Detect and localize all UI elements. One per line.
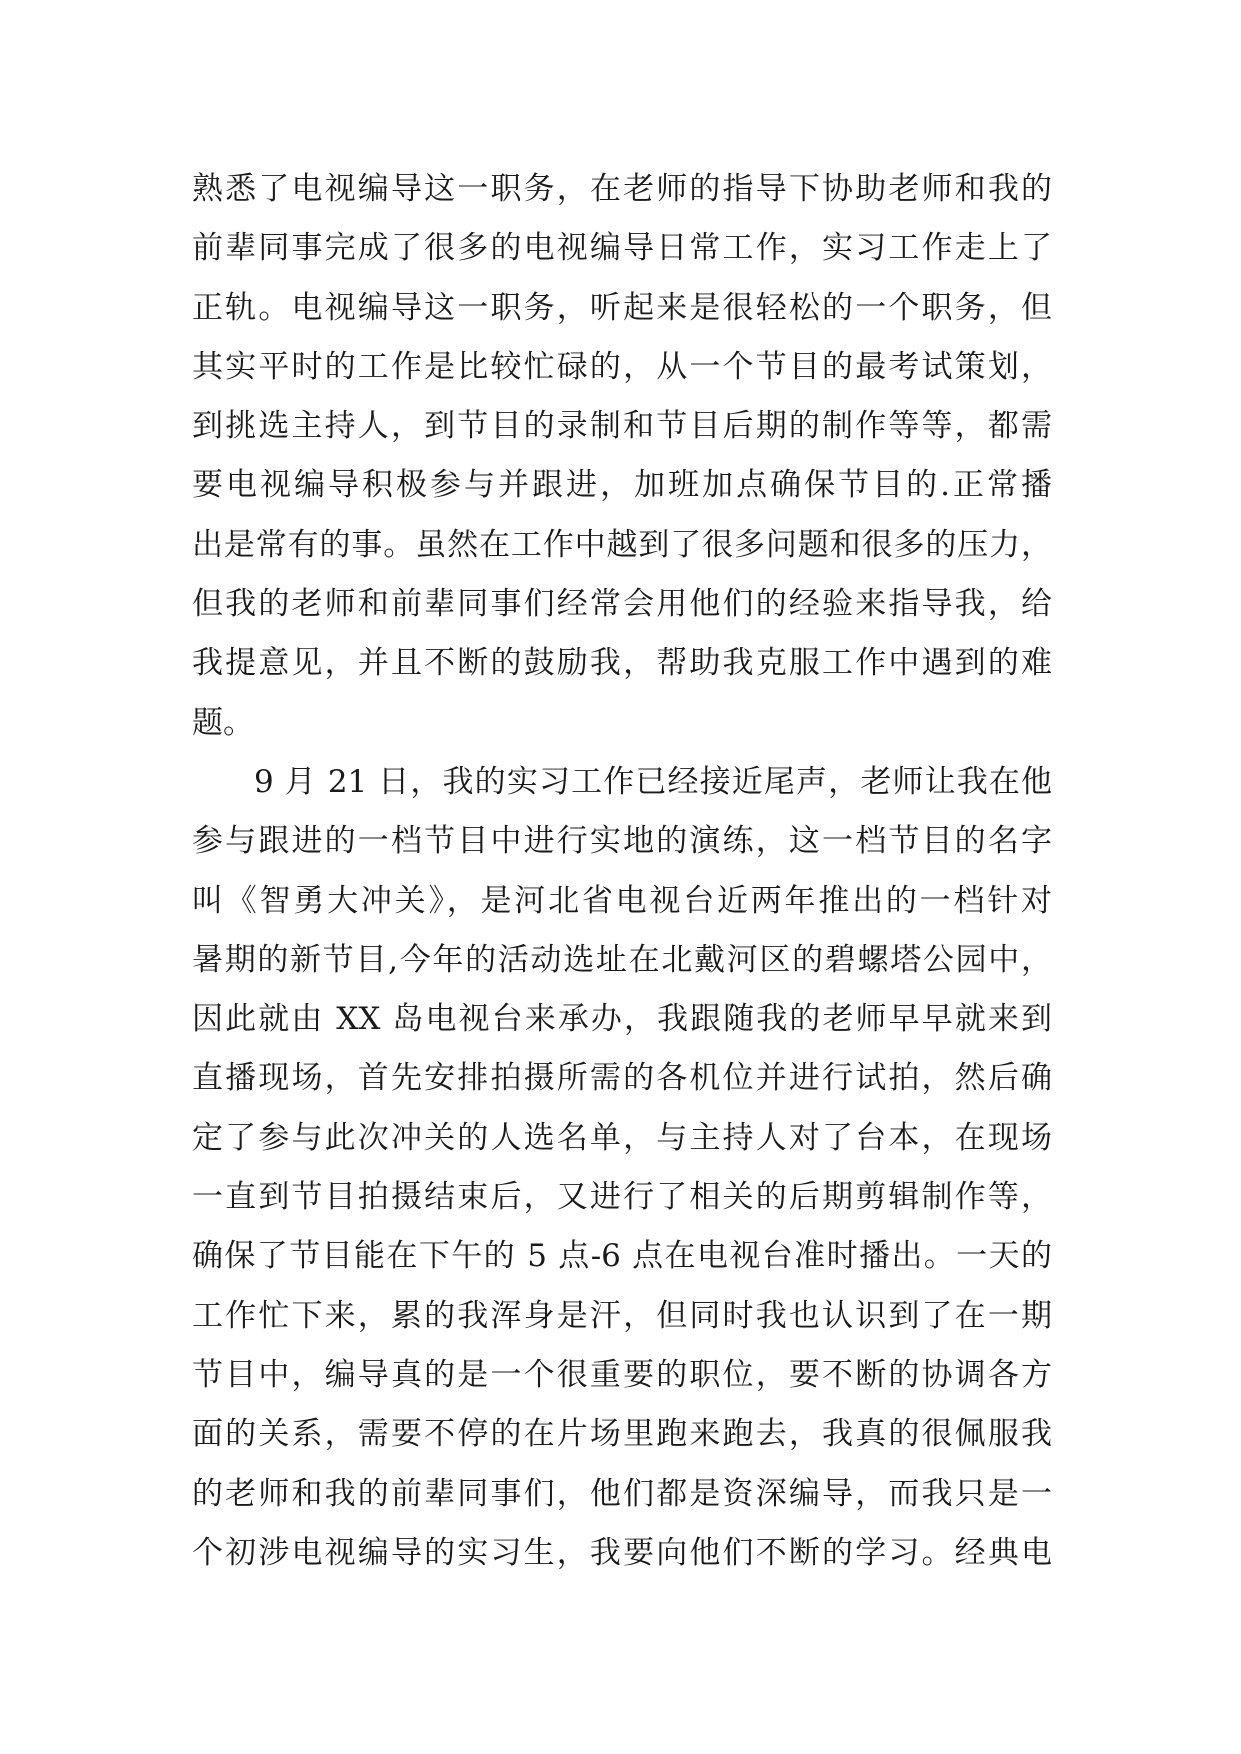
text-line: 的老师和我的前辈同事们，他们都是资深编导，而我只是一 [192, 1475, 1052, 1512]
text-line: 我提意见，并且不断的鼓励我，帮助我克服工作中遇到的难 [192, 645, 1052, 682]
text-line: 个初涉电视编导的实习生，我要向他们不断的学习。经典电 [192, 1534, 1052, 1571]
text-line: 定了参与此次冲关的人选名单，与主持人对了台本，在现场 [192, 1119, 1052, 1156]
text-line: 工作忙下来，累的我浑身是汗，但同时我也认识到了在一期 [192, 1297, 1052, 1334]
text-line: 因此就由 XX 岛电视台来承办，我跟随我的老师早早就来到 [192, 1001, 1052, 1038]
paragraph-1 [192, 160, 1052, 753]
text-line: 直播现场，首先安排拍摄所需的各机位并进行试拍，然后确 [192, 1060, 1052, 1097]
text-line: 但我的老师和前辈同事们经常会用他们的经验来指导我，给 [192, 586, 1052, 623]
text-line: 其实平时的工作是比较忙碌的，从一个节目的最考试策划， [192, 348, 1052, 385]
text-line: 暑期的新节目,今年的活动选址在北戴河区的碧螺塔公园中， [192, 941, 1052, 978]
text-line: 参与跟进的一档节目中进行实地的演练，这一档节目的名字 [192, 823, 1052, 860]
text-line: 熟悉了电视编导这一职务，在老师的指导下协助老师和我的 [192, 171, 1052, 207]
text-line: 面的关系，需要不停的在片场里跑来跑去，我真的很佩服我 [192, 1416, 1052, 1453]
text-line: 节目中，编导真的是一个很重要的职位，要不断的协调各方 [192, 1356, 1052, 1393]
text-line: 一直到节目拍摄结束后，又进行了相关的后期剪辑制作等， [192, 1179, 1052, 1216]
text-line: 叫《智勇大冲关》，是河北省电视台近两年推出的一档针对 [192, 882, 1052, 919]
text-line: 要电视编导积极参与并跟进，加班加点确保节目的.正常播 [192, 467, 1052, 504]
text-line: 正轨。电视编导这一职务，听起来是很轻松的一个职务，但 [192, 289, 1052, 326]
text-line: 9 月 21 日，我的实习工作已经接近尾声，老师让我在他 [254, 763, 1052, 800]
text-line: 出是常有的事。虽然在工作中越到了很多问题和很多的压力， [192, 526, 1052, 563]
body-text [192, 160, 1052, 1583]
text-line: 题。 [192, 704, 254, 741]
text-line: 到挑选主持人，到节目的录制和节目后期的制作等等，都需 [192, 408, 1052, 445]
text-line: 确保了节目能在下午的 5 点-6 点在电视台准时播出。一天的 [192, 1238, 1052, 1275]
paragraph-2 [192, 753, 1052, 1583]
text-line: 前辈同事完成了很多的电视编导日常工作，实习工作走上了 [192, 230, 1052, 267]
